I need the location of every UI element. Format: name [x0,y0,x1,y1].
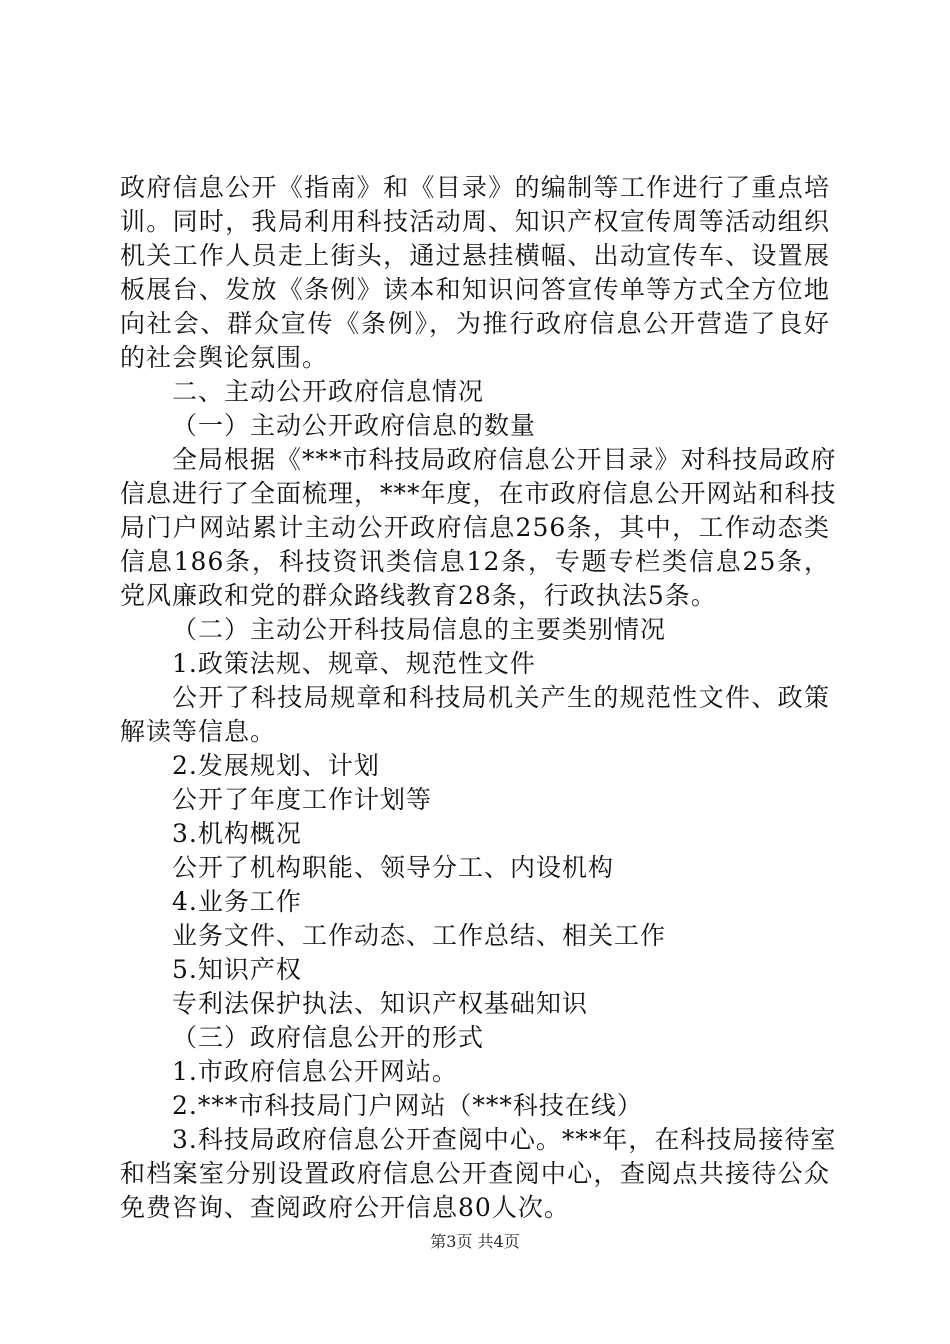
subsection-heading: （一）主动公开政府信息的数量 [172,411,537,440]
text-line: 和档案室分别设置政府信息公开查阅中心，查阅点共接待公众 [120,1159,830,1188]
list-item-heading: 1.政策法规、规章、规范性文件 [172,649,536,678]
text-line: 板展台、发放《条例》读本和知识问答宣传单等方式全方位地 [120,275,830,304]
text-line: 免费咨询、查阅政府公开信息80人次。 [120,1193,570,1222]
subsection-heading: （三）政府信息公开的形式 [172,1023,485,1052]
list-item: 3.科技局政府信息公开查阅中心。***年，在科技局接待室 [172,1125,837,1154]
text-line: 信息进行了全面梳理，***年度，在市政府信息公开网站和科技 [120,479,837,508]
subsection-heading: （二）主动公开科技局信息的主要类别情况 [172,615,667,644]
list-item-heading: 2.发展规划、计划 [172,751,380,780]
text-line: 公开了科技局规章和科技局机关产生的规范性文件、政策 [172,683,830,712]
text-line: 业务文件、工作动态、工作总结、相关工作 [172,921,667,950]
text-line: 公开了机构职能、领导分工、内设机构 [172,853,615,882]
page-number-footer: 第3页 共4页 [430,1232,520,1251]
text-line: 解读等信息。 [120,717,277,746]
text-line: 全局根据《***市科技局政府信息公开目录》对科技局政府 [172,445,837,474]
list-item: 2.***市科技局门户网站（***科技在线） [172,1091,643,1120]
list-item: 1.市政府信息公开网站。 [172,1057,458,1086]
text-line: 机关工作人员走上街头，通过悬挂横幅、出动宣传车、设置展 [120,241,830,270]
list-item-heading: 4.业务工作 [172,887,302,916]
list-item-heading: 3.机构概况 [172,819,302,848]
list-item-heading: 5.知识产权 [172,955,302,984]
text-line: 党风廉政和党的群众路线教育28条，行政执法5条。 [120,581,717,610]
text-line: 局门户网站累计主动公开政府信息256条，其中，工作动态类 [120,513,830,542]
text-line: 公开了年度工作计划等 [172,785,433,814]
text-line: 向社会、群众宣传《条例》，为推行政府信息公开营造了良好 [120,309,830,338]
text-line: 的社会舆论氛围。 [120,343,329,372]
text-line: 政府信息公开《指南》和《目录》的编制等工作进行了重点培 [120,173,830,202]
text-line: 训。同时，我局利用科技活动周、知识产权宣传周等活动组织 [120,207,830,236]
section-heading: 二、主动公开政府信息情况 [172,377,485,406]
text-line: 专利法保护执法、知识产权基础知识 [172,989,589,1018]
text-line: 信息186条，科技资讯类信息12条，专题专栏类信息25条， [120,547,830,576]
